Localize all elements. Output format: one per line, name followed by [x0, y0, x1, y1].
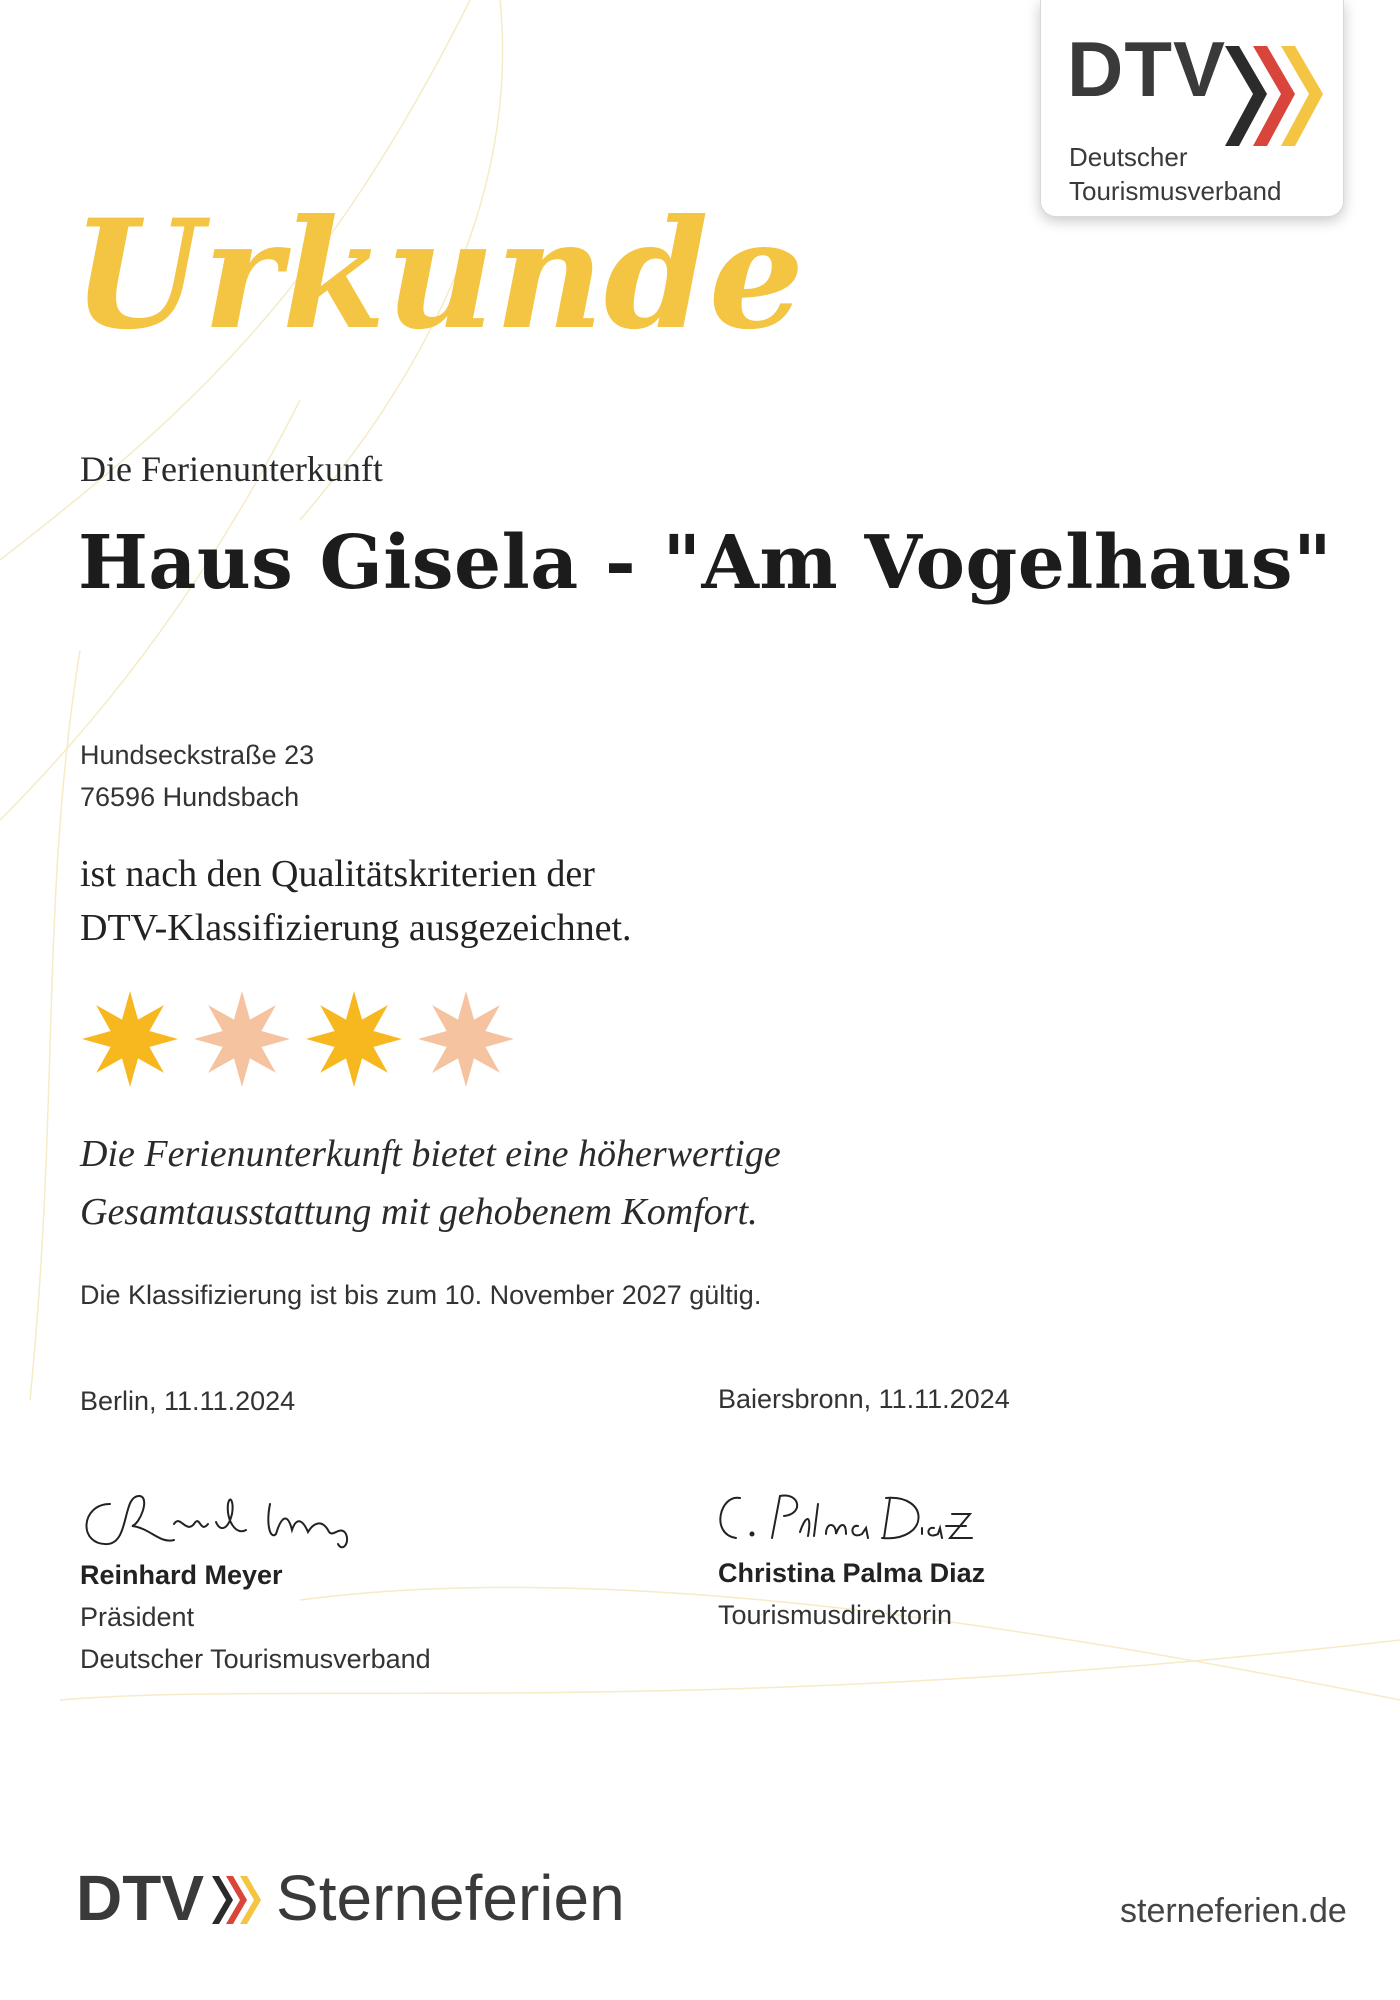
- signature-reinhard-meyer: [70, 1474, 390, 1554]
- rating-star-2: [194, 991, 290, 1087]
- place-date-1: Berlin, 11.11.2024: [80, 1386, 296, 1416]
- footer-url[interactable]: sterneferien.de: [1120, 1892, 1347, 1930]
- address-street: Hundseckstraße 23: [80, 740, 315, 770]
- rating-star-1: [82, 991, 178, 1087]
- footer-chevron-icon: [210, 1874, 270, 1926]
- place-date-2: Baiersbronn, 11.11.2024: [718, 1384, 1010, 1414]
- address-city: 76596 Hundsbach: [80, 782, 300, 812]
- rating-star-4: [418, 991, 514, 1087]
- chevron-logo-icon: [1219, 42, 1329, 152]
- criteria-line2: DTV-Klassifizierung ausgezeichnet.: [80, 907, 632, 949]
- dtv-logo-card: [1040, 0, 1344, 217]
- certificate-title: Urkunde: [72, 187, 805, 363]
- criteria-line1: ist nach den Qualitätskriterien der: [80, 853, 595, 895]
- signature-palma-diaz: [700, 1484, 980, 1554]
- logo-dtv-text: DTV: [1067, 25, 1226, 113]
- logo-subtitle: [1069, 140, 1281, 208]
- signatory-org-1: Deutscher Tourismusverband: [80, 1644, 431, 1674]
- footer-dtv-text: DTV: [76, 1862, 204, 1934]
- description-line2: Gesamtausstattung mit gehobenem Komfort.: [80, 1191, 758, 1233]
- signatory-role-1: Präsident: [80, 1602, 195, 1632]
- footer-brand: Sterneferien: [276, 1862, 625, 1934]
- signatory-name-2: Christina Palma Diaz: [718, 1558, 986, 1588]
- rating-star-3: [306, 991, 402, 1087]
- intro-text: Die Ferienunterkunft: [80, 449, 383, 489]
- description-line1: Die Ferienunterkunft bietet eine höherwertige: [80, 1133, 781, 1175]
- star-rating: [78, 985, 538, 1095]
- signatory-role-2: Tourismusdirektorin: [718, 1600, 953, 1630]
- validity-text: Die Klassifizierung ist bis zum 10. November 2027 gültig.: [80, 1280, 762, 1310]
- signatory-name-1: Reinhard Meyer: [80, 1560, 283, 1590]
- property-name: Haus Gisela - "Am Vogelhaus": [78, 520, 1333, 606]
- logo-line1: Deutscher: [1069, 142, 1188, 172]
- logo-line2: Tourismusverband: [1069, 176, 1282, 206]
